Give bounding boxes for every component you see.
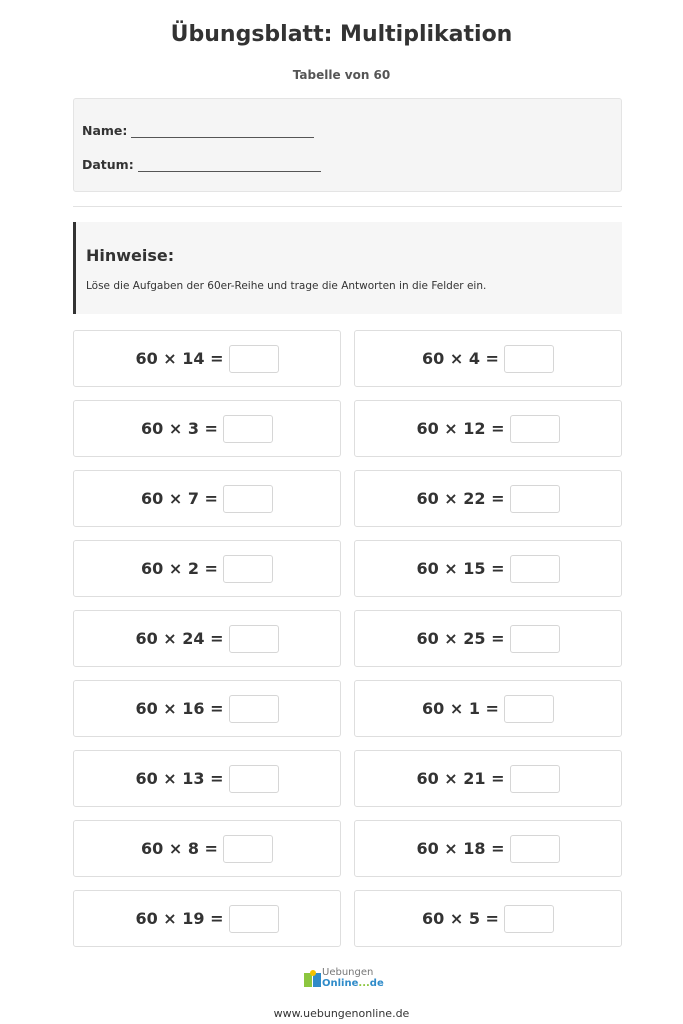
problem-cell xyxy=(354,890,622,947)
problem-expression: 60 × 14 = xyxy=(135,349,224,368)
answer-box[interactable] xyxy=(510,485,560,513)
problem-cell xyxy=(73,470,341,527)
problem-expression: 60 × 3 = xyxy=(141,419,218,438)
problem-expression: 60 × 2 = xyxy=(141,559,218,578)
problem-cell xyxy=(73,400,341,457)
problem-cell xyxy=(73,680,341,737)
answer-box[interactable] xyxy=(510,555,560,583)
problem-cell xyxy=(354,750,622,807)
problem-cell xyxy=(354,820,622,877)
date-row xyxy=(82,157,321,172)
logo-text-online xyxy=(322,978,384,989)
answer-box[interactable] xyxy=(504,695,554,723)
problem-expression: 60 × 5 = xyxy=(422,909,499,928)
worksheet-title: Übungsblatt: Multiplikation xyxy=(170,22,513,47)
answer-box[interactable] xyxy=(510,835,560,863)
footer-url: www.uebungenonline.de xyxy=(273,1007,410,1020)
problem-cell xyxy=(73,610,341,667)
problem-grid xyxy=(73,330,624,950)
problem-cell xyxy=(73,820,341,877)
problem-cell xyxy=(73,540,341,597)
logo-online-word: Online xyxy=(322,978,359,989)
answer-box[interactable] xyxy=(504,905,554,933)
answer-box[interactable] xyxy=(223,555,273,583)
name-label: Name: xyxy=(82,123,128,138)
logo-text-uebungen: Uebungen xyxy=(322,967,374,978)
answer-box[interactable] xyxy=(229,765,279,793)
answer-box[interactable] xyxy=(229,625,279,653)
answer-box[interactable] xyxy=(223,485,273,513)
logo-suffix: de xyxy=(369,978,384,989)
problem-expression: 60 × 22 = xyxy=(416,489,505,508)
problem-expression: 60 × 12 = xyxy=(416,419,505,438)
hints-title: Hinweise: xyxy=(86,246,175,265)
name-row xyxy=(82,123,314,138)
hints-text: Löse die Aufgaben der 60er-Reihe und trage die Antworten in die Felder ein. xyxy=(86,280,487,292)
name-write-line[interactable] xyxy=(131,125,314,138)
worksheet-subtitle: Tabelle von 60 xyxy=(292,68,391,82)
date-write-line[interactable] xyxy=(138,159,321,172)
problem-cell xyxy=(354,680,622,737)
book-logo-icon xyxy=(303,969,323,991)
answer-box[interactable] xyxy=(229,345,279,373)
problem-cell xyxy=(73,330,341,387)
hints-box xyxy=(73,222,622,314)
answer-box[interactable] xyxy=(223,835,273,863)
problem-expression: 60 × 1 = xyxy=(422,699,499,718)
problem-expression: 60 × 15 = xyxy=(416,559,505,578)
student-info-box xyxy=(73,98,622,192)
logo-dots: ... xyxy=(358,978,370,989)
answer-box[interactable] xyxy=(510,765,560,793)
problem-expression: 60 × 8 = xyxy=(141,839,218,858)
problem-expression: 60 × 16 = xyxy=(135,699,224,718)
divider xyxy=(73,206,622,207)
problem-cell xyxy=(354,400,622,457)
problem-expression: 60 × 18 = xyxy=(416,839,505,858)
problem-cell xyxy=(73,750,341,807)
answer-box[interactable] xyxy=(229,905,279,933)
problem-expression: 60 × 19 = xyxy=(135,909,224,928)
problem-cell xyxy=(354,540,622,597)
answer-box[interactable] xyxy=(229,695,279,723)
problem-cell xyxy=(354,330,622,387)
answer-box[interactable] xyxy=(504,345,554,373)
problem-expression: 60 × 25 = xyxy=(416,629,505,648)
problem-expression: 60 × 13 = xyxy=(135,769,224,788)
answer-box[interactable] xyxy=(223,415,273,443)
problem-cell xyxy=(354,470,622,527)
date-label: Datum: xyxy=(82,157,134,172)
answer-box[interactable] xyxy=(510,625,560,653)
problem-expression: 60 × 24 = xyxy=(135,629,224,648)
problem-cell xyxy=(354,610,622,667)
problem-expression: 60 × 7 = xyxy=(141,489,218,508)
answer-box[interactable] xyxy=(510,415,560,443)
problem-expression: 60 × 4 = xyxy=(422,349,499,368)
problem-expression: 60 × 21 = xyxy=(416,769,505,788)
problem-cell xyxy=(73,890,341,947)
site-logo xyxy=(303,967,383,995)
